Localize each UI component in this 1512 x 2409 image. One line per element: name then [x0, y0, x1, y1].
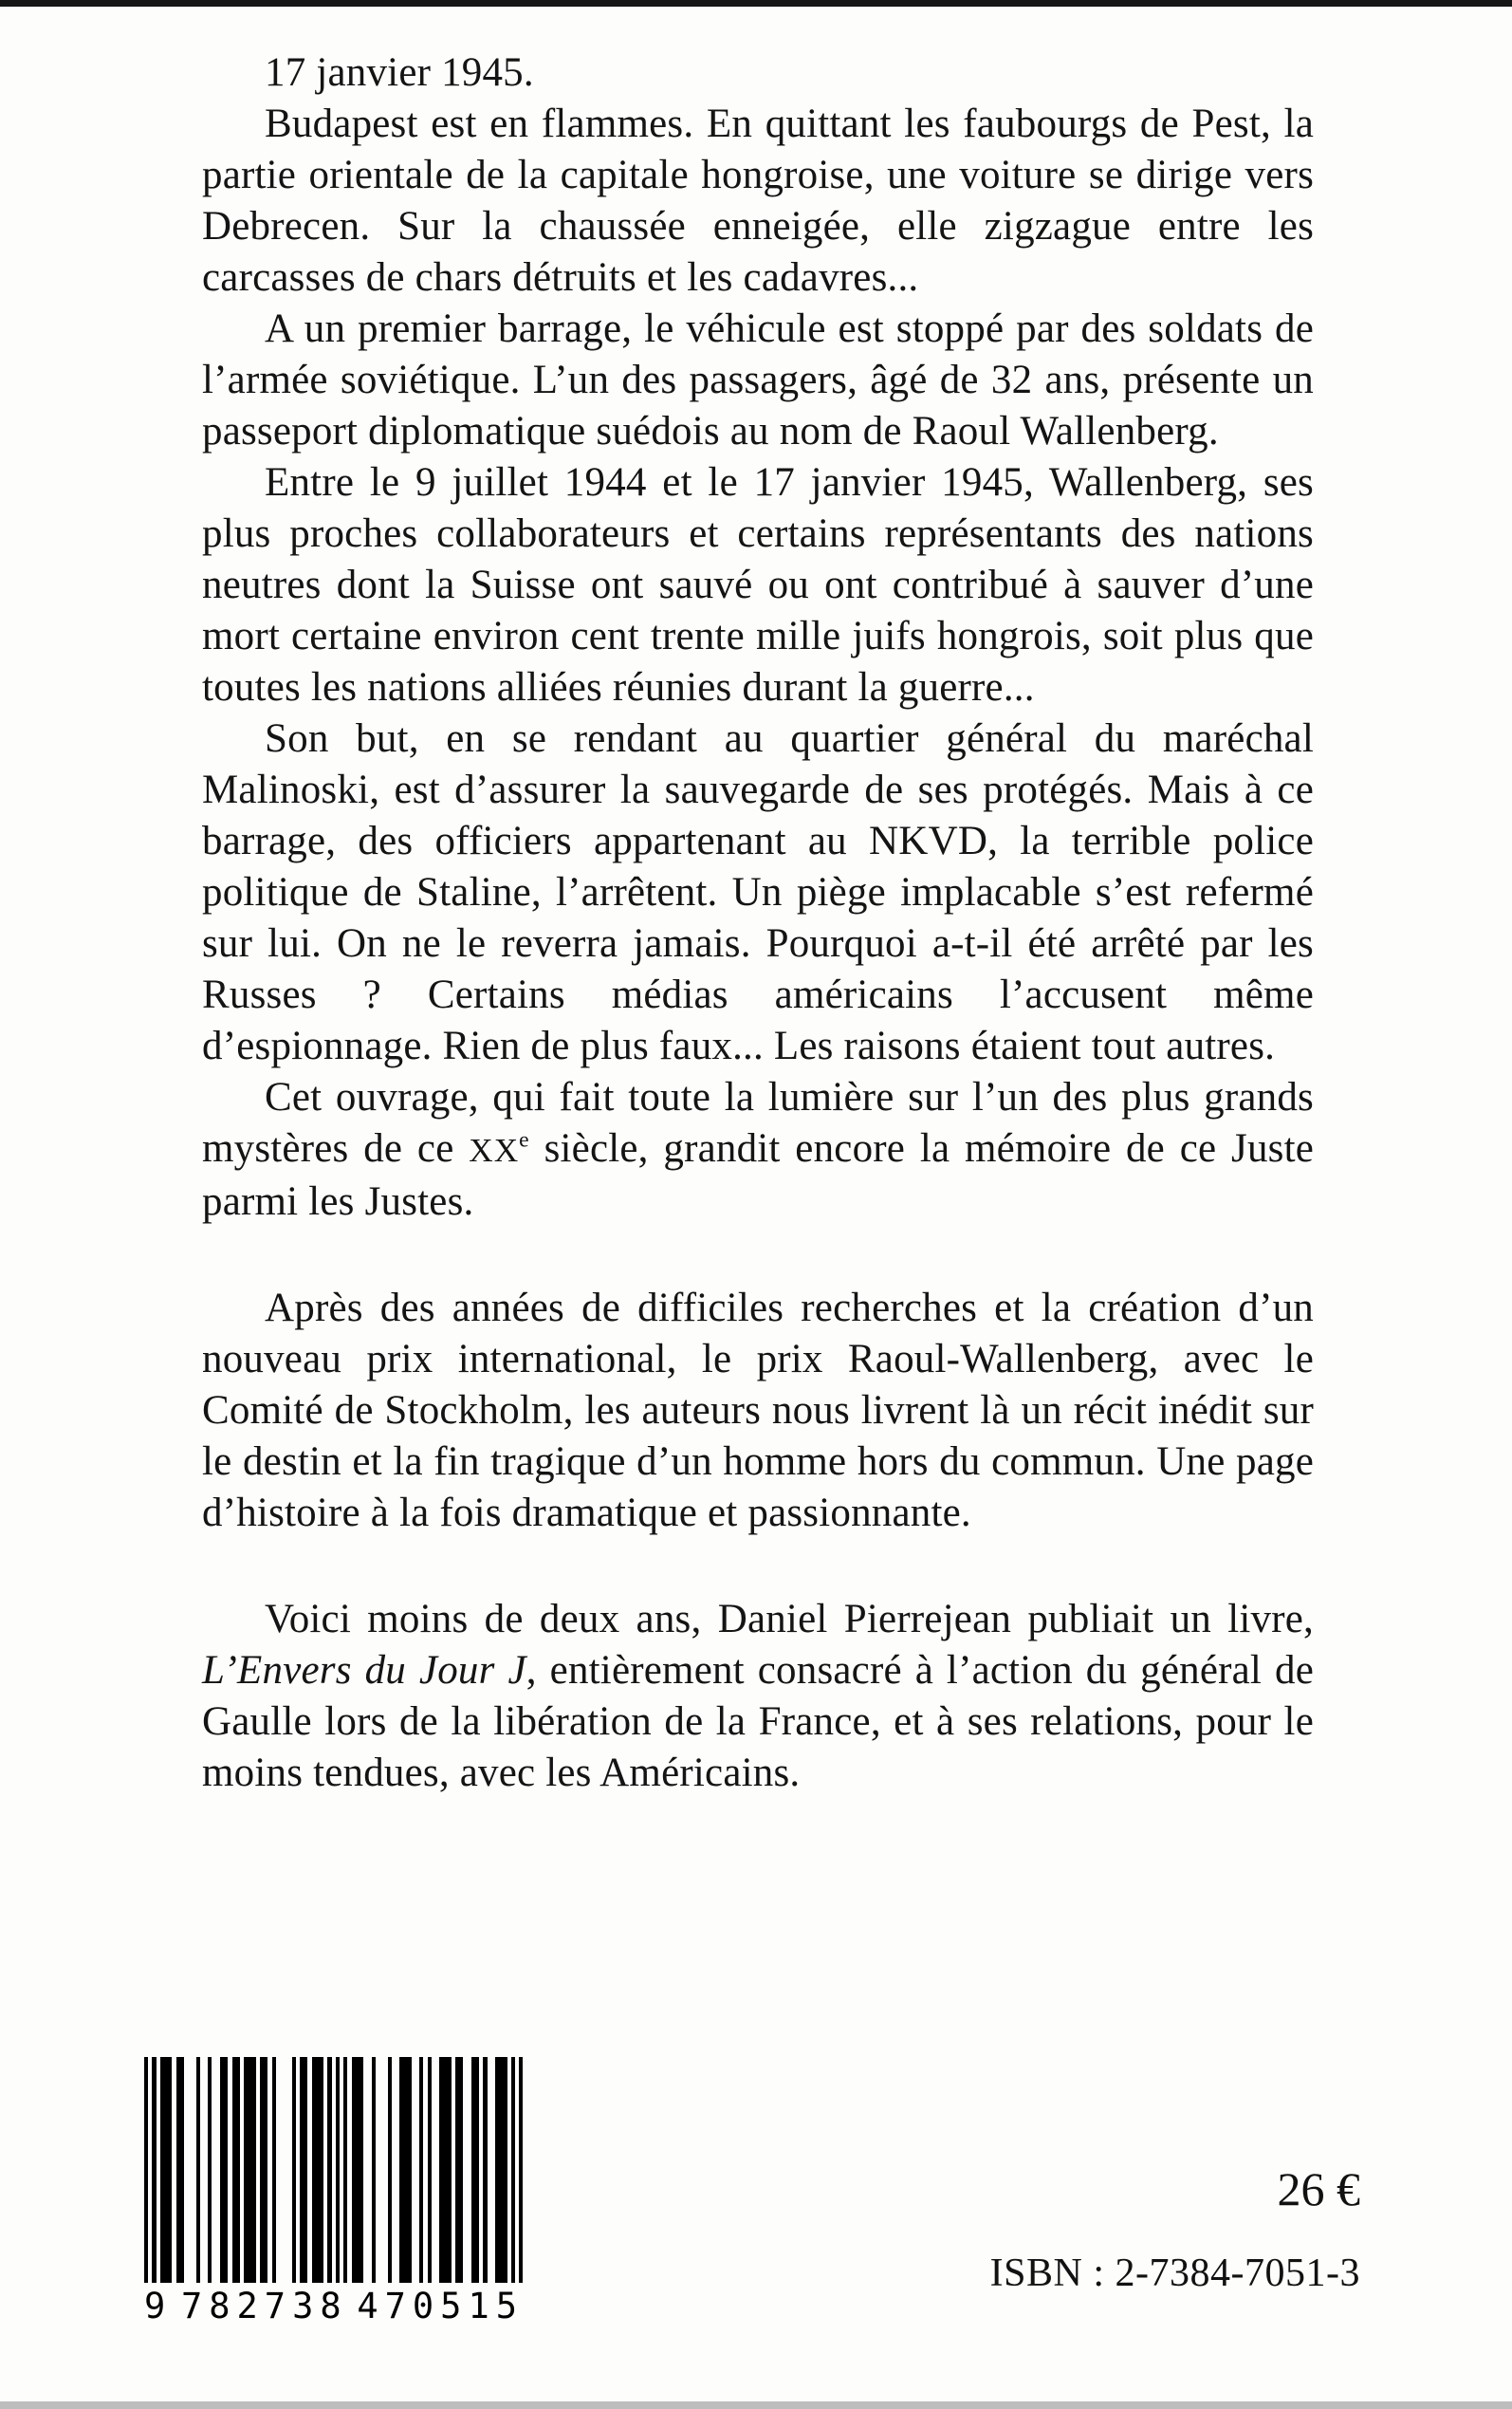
paragraph-ouvrage	[202, 1072, 1314, 1228]
book-title-italic: L’Envers du Jour J	[202, 1648, 526, 1693]
paragraph-date: 17 janvier 1945.	[265, 50, 534, 95]
scan-edge-bottom	[0, 2401, 1512, 2409]
barcode-digit-first: 9	[144, 2286, 173, 2326]
century-numeral: XX	[469, 1132, 520, 1169]
barcode-bars	[144, 2057, 524, 2283]
paragraph-barrage: A un premier barrage, le véhicule est stoppé par des soldats de l’armée soviétique. L’un des passagers, âgé de 32 ans, présente un passeport diplomatique suédois au nom de Raoul Wallenberg.	[202, 306, 1314, 454]
barcode	[144, 2057, 524, 2326]
paragraph-ouvrage-tail: siècle, grandit encore la mémoire de ce Juste parmi les Justes.	[202, 1126, 1315, 1224]
paragraph-auteurs: Après des années de difficiles recherches et la création d’un nouveau prix international, le prix Raoul-Wallenberg, avec le Comité de Stockholm, les auteurs nous livrent là un récit inédit sur le destin et la fin tragique d’un homme hors du commun. Une page d’histoire à la fois dramatique et passionnante.	[202, 1286, 1314, 1535]
paragraph-budapest: Budapest est en flammes. En quittant les faubourgs de Pest, la partie orientale de la capitale hongroise, une voiture se dirige vers Debrecen. Sur la chaussée enneigée, elle zigzague entre les carcasses de chars détruits et les cadavres...	[202, 102, 1314, 300]
scan-edge-top	[0, 0, 1512, 7]
century-superscript: e	[519, 1127, 529, 1153]
barcode-digit-group2: 470515	[357, 2286, 524, 2326]
paragraph-arrestation: Son but, en se rendant au quartier général du maréchal Malinoski, est d’assurer la sauvegarde de ses protégés. Mais à ce barrage, des officiers appartenant au NKVD, la terrible police politique de Staline, l’arrêtent. Un piège implacable s’est refermé sur lui. On ne le reverra jamais. Pourquoi a-t-il été arrêté par les Russes ? Certains médias américains l’accusent même d’espionnage. Rien de plus faux... Les raisons étaient tout autres.	[202, 716, 1314, 1068]
barcode-digits	[144, 2286, 524, 2326]
paragraph-pierrejean-lead: Voici moins de deux ans, Daniel Pierrejean publiait un livre,	[265, 1597, 1314, 1641]
paragraph-pierrejean-tail: , entièrement consacré à l’action du général de Gaulle lors de la libération de la France, et à ses relations, pour le moins tendues, avec les Américains.	[202, 1648, 1314, 1795]
paragraph-pierrejean	[202, 1594, 1314, 1799]
price: 26 €	[1277, 2162, 1360, 2215]
back-cover-text	[202, 47, 1314, 1799]
paragraph-ouvrage-lead: Cet ouvrage, qui fait toute la lumière sur l’un des plus grands mystères de ce	[202, 1075, 1314, 1171]
isbn: ISBN : 2-7384-7051-3	[989, 2251, 1360, 2295]
barcode-digit-group1: 782738	[180, 2286, 348, 2326]
paragraph-sauvetage: Entre le 9 juillet 1944 et le 17 janvier 1945, Wallenberg, ses plus proches collaborateurs et certains représentants des nations neutres dont la Suisse ont sauvé ou ont contribué à sauver d’une mort certaine environ cent trente mille juifs hongrois, soit plus que toutes les nations alliées réunies durant la guerre...	[202, 460, 1314, 710]
